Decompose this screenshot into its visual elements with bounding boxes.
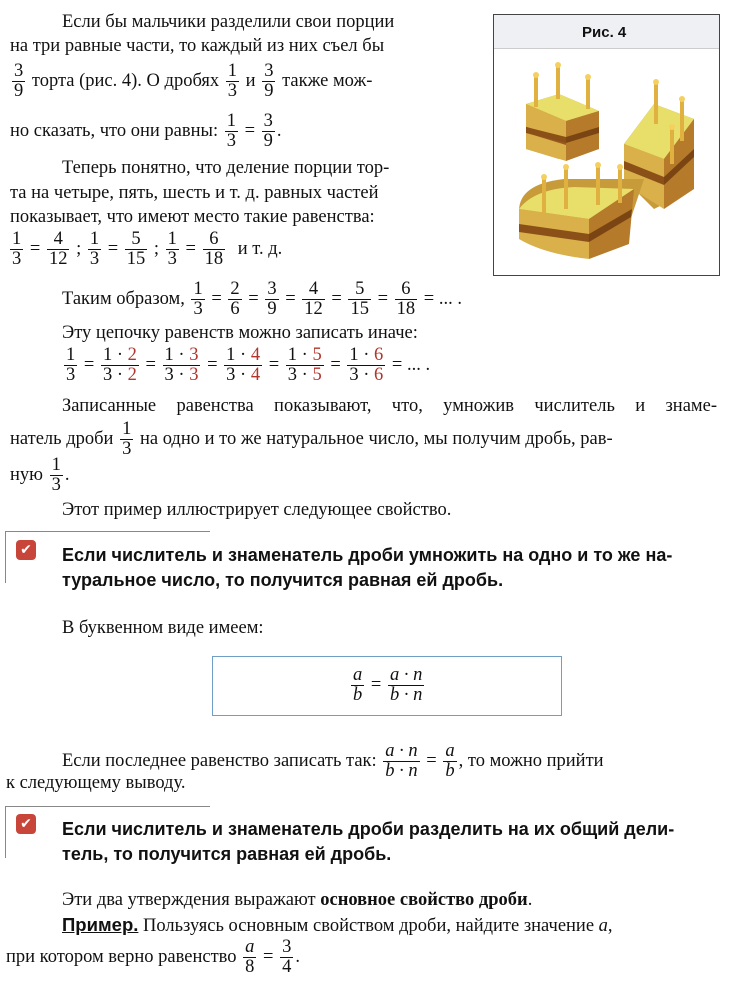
cake-illustration [494, 49, 719, 275]
operator: = [25, 239, 45, 260]
para1-line1: Если бы мальчики разделили свои порции [62, 12, 395, 32]
para2-line3: показывает, что имеют место такие равенства: [10, 207, 375, 227]
example-label: Пример. [62, 914, 139, 935]
formula: $\frac{a}{b}$ = $\frac{a \cdot n}{b \cdot n}$ [353, 665, 423, 706]
operator: = [325, 355, 346, 376]
para4-line2: к следующему выводу. [6, 773, 186, 793]
fraction: $\frac{1}{3}$ [193, 279, 203, 320]
fraction: $\frac{1}{3}$ [51, 455, 61, 496]
formula-box [212, 656, 562, 716]
fraction: $\frac{1 \cdot 6}{3 \cdot 6}$ [349, 345, 384, 386]
para5-line1: Эти два утверждения выражают основное свойство дроби. [62, 890, 533, 910]
fraction: $\frac{5}{15}$ [350, 279, 369, 320]
fraction: $\frac{1 \cdot 3}{3 \cdot 3}$ [164, 345, 199, 386]
fraction: $\frac{a}{b}$ [353, 665, 363, 706]
figure-title: Рис. 4 [582, 24, 627, 41]
chain2-equation [62, 346, 430, 386]
fraction: $\frac{4}{12}$ [304, 279, 323, 320]
rule1-line1: Если числитель и знаменатель дроби умножить на одно и то же на- [62, 545, 673, 565]
fraction: $\frac{1}{3}$ [122, 419, 132, 460]
para2-line4: $\frac{1}{3}$ = $\frac{4}{12}$ ; $\frac{1}{3}$ = $\frac{5}{15}$ ; $\frac{1}{3}$ = $\frac{6}{18}$ и т. д. [12, 229, 283, 270]
para5-line3: при котором верно равенство $\frac{a}{8}$ = $\frac{3}{4}$ . [6, 937, 300, 978]
para3-line3: ную $\frac{1}{3}$ . [10, 455, 70, 496]
operator: = [79, 355, 99, 376]
fraction: $\frac{2}{6}$ [230, 279, 240, 320]
operator: = [243, 289, 264, 310]
fraction: $\frac{a}{b}$ [445, 741, 455, 782]
figure-title-bar [494, 15, 719, 49]
fraction: $\frac{5}{15}$ [126, 229, 146, 270]
fraction: $\frac{1}{3}$ [226, 111, 236, 152]
fraction: $\frac{3}{9}$ [264, 61, 274, 102]
fraction: $\frac{1 \cdot 4}{3 \cdot 4}$ [226, 345, 261, 386]
chain-tail: = ... . [419, 289, 462, 310]
fraction: $\frac{1}{3}$ [66, 345, 76, 386]
fraction: $\frac{3}{9}$ [263, 111, 273, 152]
fraction: $\frac{1 \cdot 2}{3 \cdot 2}$ [102, 345, 137, 386]
rule1-line2: туральное число, то получится равная ей дробь. [62, 570, 504, 590]
fraction: $\frac{a \cdot n}{b \cdot n}$ [385, 741, 418, 782]
operator: = [180, 239, 201, 260]
para3-line1: Записанные равенства показывают, что, умножив числитель и знаме- [62, 396, 717, 416]
fraction: $\frac{1}{3}$ [227, 61, 238, 102]
fraction: $\frac{6}{18}$ [396, 279, 416, 320]
para2-line1: Теперь понятно, что деление порции тор- [62, 158, 390, 178]
fraction: $\frac{1 \cdot 5}{3 \cdot 5}$ [287, 345, 322, 386]
operator: = [206, 289, 227, 310]
fraction: $\frac{1}{3}$ [12, 229, 22, 270]
check-icon: ✔ [16, 814, 36, 834]
fraction: $\frac{a \cdot n}{b \cdot n}$ [389, 665, 423, 706]
operator: ; [149, 239, 164, 260]
operator: ; [71, 239, 86, 260]
fraction: $\frac{3}{9}$ [14, 61, 24, 102]
para1-line4: но сказать, что они равны: $\frac{1}{3}$ = $\frac{3}{9}$ . [10, 111, 282, 152]
para3-line4: Этот пример иллюстрирует следующее свойство. [62, 500, 452, 520]
figure-4 [493, 14, 720, 276]
operator: = [280, 289, 301, 310]
rule2-line2: тель, то получится равная ей дробь. [62, 844, 392, 864]
fraction: $\frac{1}{3}$ [167, 229, 177, 270]
chain-tail: = ... . [387, 355, 431, 376]
check-icon: ✔ [16, 540, 36, 560]
fraction: $\frac{1}{3}$ [89, 229, 100, 270]
rule2-line1: Если числитель и знаменатель дроби разделить на их общий дели- [62, 819, 675, 839]
operator: = [264, 355, 284, 376]
para5-line2: Пример. Пользуясь основным свойством дроби, найдите значение a, [62, 914, 613, 936]
cake-slice-left [526, 62, 599, 161]
para1-line2: на три равные части, то каждый из них съел бы [10, 36, 385, 56]
para4-line1: Если последнее равенство записать так: $\frac{a \cdot n}{b \cdot n}$ = $\frac{a}{b}$ , то можно прийти [62, 741, 604, 782]
fraction: $\frac{6}{18}$ [204, 229, 224, 270]
fraction: $\frac{4}{12}$ [48, 229, 68, 270]
letters-lead: В буквенном виде имеем: [62, 618, 264, 638]
operator: = [103, 239, 123, 260]
fraction: $\frac{a}{8}$ [245, 937, 255, 978]
operator: = [372, 289, 393, 310]
operator: = [140, 355, 161, 376]
operator: = [202, 355, 223, 376]
fraction: $\frac{3}{4}$ [282, 937, 292, 978]
para2-line2: та на четыре, пять, шесть и т. д. равных частей [10, 183, 379, 203]
para3-line2: натель дроби $\frac{1}{3}$ на одно и то же натуральное число, мы получим дробь, рав- [10, 419, 613, 460]
chain2-lead: Эту цепочку равенств можно записать иначе: [62, 323, 418, 343]
operator: = [326, 289, 347, 310]
fraction: $\frac{3}{9}$ [267, 279, 277, 320]
para1-line3: $\frac{3}{9}$ торта (рис. 4). О дробях $\frac{1}{3}$ и $\frac{3}{9}$ также мож- [14, 61, 373, 102]
chain1-line: Таким образом, $\frac{1}{3}$ = $\frac{2}{6}$ = $\frac{3}{9}$ = $\frac{4}{12}$ = $\frac{5}{15}$ = $\frac{6}{18}$ = ... . [62, 279, 462, 320]
